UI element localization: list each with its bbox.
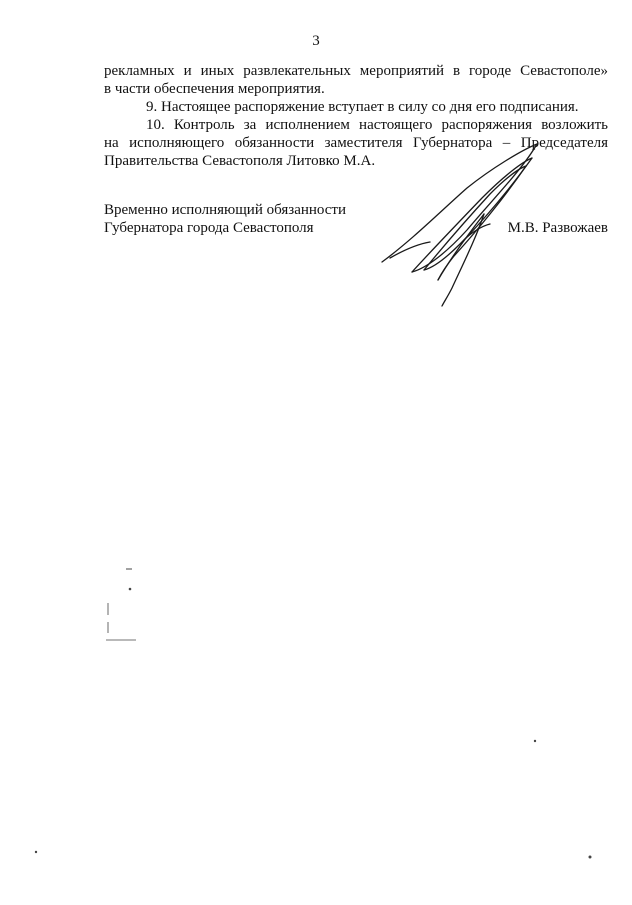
paragraph-10-line-2: на исполняющего обязанности заместителя Губернатора – Председателя [104,135,608,151]
paragraph-8-line-2: в части обеспечения мероприятия. [104,81,325,97]
signer-position-line-2: Губернатора города Севастополя [104,220,314,236]
signer-name: М.В. Развожаев [507,220,608,236]
page-number: 3 [312,33,320,49]
paragraph-9: 9. Настоящее распоряжение вступает в силу со дня его подписания. [146,99,579,115]
handwritten-signature [372,140,572,310]
signer-position-line-1: Временно исполняющий обязанности [104,202,347,218]
paragraph-8-line-1: рекламных и иных развлекательных мероприятий в городе Севастополе» [104,63,608,79]
signer-position [104,201,346,237]
paragraph-10-line-1: 10. Контроль за исполнением настоящего распоряжения возложить [146,117,608,133]
paragraph-10-line-3: Правительства Севастополя Литовко М.А. [104,153,376,169]
